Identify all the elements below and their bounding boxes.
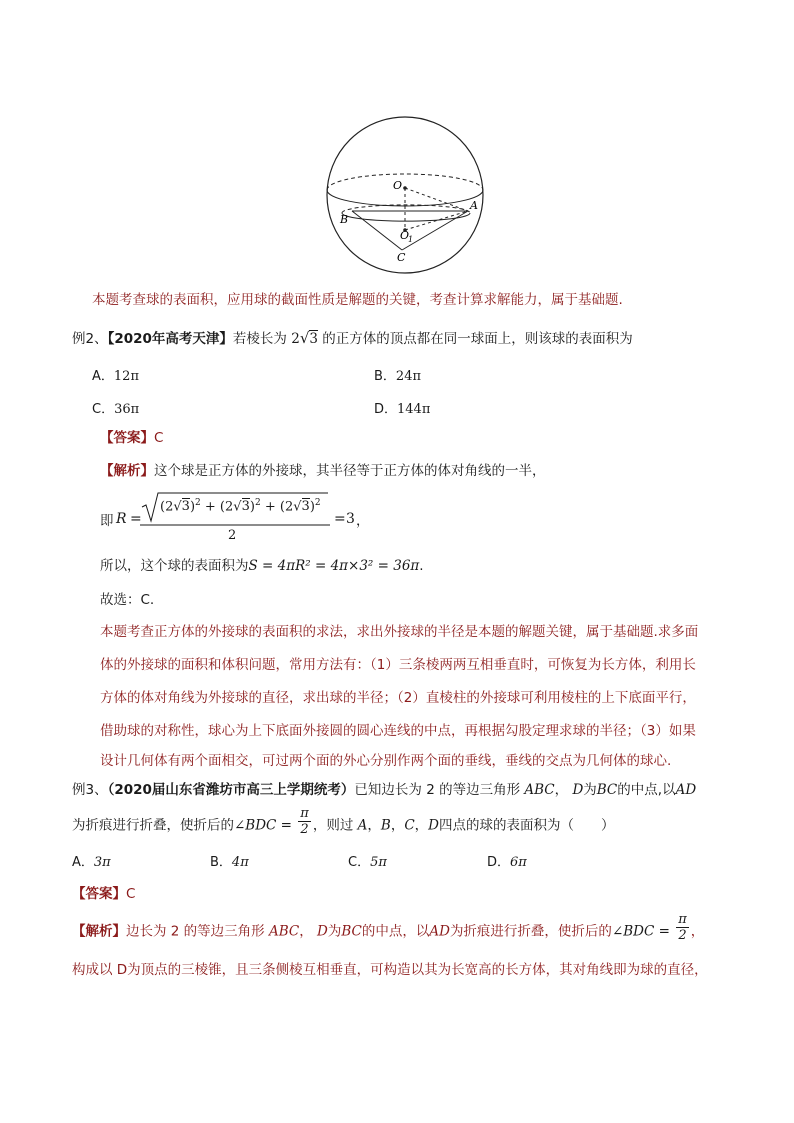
- ex2-note-line: 借助球的对称性，球心为上下底面外接圆的圆心连线的中点，再根据勾股定理求球的半径；（3）如果: [100, 723, 696, 739]
- ex2-option-d: D．144π: [374, 402, 431, 417]
- ex3-option-c: C．5π: [348, 855, 387, 870]
- ex2-surface-area: 所以，这个球的表面积为S = 4πR² = 4π×3² = 36π.: [100, 558, 424, 574]
- point-o: [403, 186, 407, 190]
- ex2-choose: 故选：C.: [100, 592, 155, 608]
- ex2-stem-a: 若棱长为: [232, 331, 287, 347]
- label-b: B: [340, 213, 349, 226]
- segment-c-a: [402, 211, 468, 250]
- label-o: O: [393, 179, 403, 192]
- ex2-stem-b: 的正方体的顶点都在同一球面上，则该球的表面积为: [322, 331, 633, 347]
- ex3-stem-line2: 为折痕进行折叠，使折后的∠BDC = $\frac{\pi}{2}$ ，则过 A，B，C，D四点的球的表面积为（ ）: [72, 806, 615, 837]
- ex2-source: 【2020年高考天津】: [107, 331, 233, 347]
- label-o1-sub: 1: [408, 235, 414, 244]
- ex2-prefix: 例2、: [72, 331, 108, 347]
- ex3-option-a: A．3π: [72, 855, 111, 870]
- document-page: O O 1 A B C 本题考查球的表面积，应用球的截面性质是解题的关键，考查计算求解能力，属于基础题. 例2、【2020年高考天津】若棱长为 2√3 的正方体的顶点都在同一球面上，则该球的表面积为 A．12π B．24π C．36π D．144π 【答案】C 【解析】这个球是正方体的外接球，其半径等于正方体的体对角线的一半， 即 R = $(2√3)^2 + (2√3)^2 + (2√3)^2$ 2 = 3 ， 所以，这个球的表面积为S = 4πR² = 4π×3² = 36π. 故选：C. 本题考查正方体的外接球的表面积的求法，求出外接球的半径是本题的解题关键，属于基础题.求多面 体的外接球的面积和体积问题，常用方法有：（1）三条棱两两互相垂直时，可恢复为长方体，利用长 方体的体对角线为外接球的直径，求出球的半径；（2）直棱柱的外接球可利用棱柱的上下底面平行， 借助球的对称性，球心为上下底面外接圆的圆心连线的中点，再根据勾股定理求球的半径；（3）如果 设计几何体有两个面相交，可过两个面的外心分别作两个面的垂线，垂线的交点为几何体的球心. 例3、（2020届山东省潍坊市高三上学期统考）已知边长为 2 的等边三角形 ABC， D为BC的中点,以AD 为折痕进行折叠，使折后的∠BDC = $\frac{\pi}{2}$ ，则过 A，B，C，D四点的球的表面积为（ ） A．3π B．4π C．5π D．6π 【答案】C 【解析】边长为 2 的等边三角形 ABC， D为BC的中点，以AD为折痕进行折叠，使折后的∠BDC = $\frac{\pi}{2}$ ， 构成以 D为顶点的三棱锥，且三条侧棱互相垂直，可构造以其为长宽高的长方体，其对角线即为球的直径，: [0, 0, 794, 1123]
- ex3-answer: 【答案】C: [72, 886, 136, 902]
- ex1-note: 本题考查球的表面积，应用球的截面性质是解题的关键，考查计算求解能力，属于基础题.: [92, 292, 623, 308]
- ex3-analysis-line2: 构成以 D为顶点的三棱锥，且三条侧棱互相垂直，可构造以其为长宽高的长方体，其对角线即为球的直径，: [72, 962, 708, 978]
- section-front: [342, 213, 470, 221]
- ex2-note-line: 方体的体对角线为外接球的直径，求出球的半径；（2）直棱柱的外接球可利用棱柱的上下底面平行，: [100, 690, 696, 706]
- pi-over-2: $\frac{\pi}{2}$: [300, 806, 309, 837]
- ex2-edge-length: 2√3: [291, 329, 318, 347]
- ex2-note-line: 设计几何体有两个面相交，可过两个面的外心分别作两个面的垂线，垂线的交点为几何体的球心.: [100, 753, 672, 769]
- ex3-option-d: D．6π: [487, 855, 527, 870]
- segment-o-a: [405, 188, 468, 211]
- ex2-analysis: 【解析】这个球是正方体的外接球，其半径等于正方体的体对角线的一半，: [100, 463, 546, 479]
- segment-o1-a: [405, 211, 468, 230]
- equator-front: [327, 190, 483, 206]
- ex3-analysis-line1: 【解析】边长为 2 的等边三角形 ABC， D为BC的中点，以AD为折痕进行折叠，使折后的∠BDC = $\frac{\pi}{2}$ ，: [72, 912, 705, 943]
- pi-over-2: $\frac{\pi}{2}$: [678, 912, 687, 943]
- ex3-stem-line1: 例3、（2020届山东省潍坊市高三上学期统考）已知边长为 2 的等边三角形 ABC， D为BC的中点,以AD: [72, 782, 697, 798]
- ex2-stem: [72, 328, 633, 349]
- ex2-option-c: C．36π: [92, 402, 140, 417]
- segment-b-c: [352, 211, 402, 250]
- ex2-option-a: A．12π: [92, 369, 139, 384]
- label-c: C: [397, 251, 406, 264]
- ex2-answer: 【答案】C: [100, 430, 164, 446]
- ex3-option-b: B．4π: [210, 855, 249, 870]
- sphere-figure: [320, 110, 490, 280]
- label-o1: O: [400, 229, 410, 242]
- ex2-note-line: 体的外接球的面积和体积问题，常用方法有：（1）三条棱两两互相垂直时，可恢复为长方体，利用长: [100, 657, 696, 673]
- label-a: A: [470, 199, 478, 212]
- ex2-note-line: 本题考查正方体的外接球的表面积的求法，求出外接球的半径是本题的解题关键，属于基础题.求多面: [100, 624, 699, 640]
- ex2-option-b: B．24π: [374, 369, 422, 384]
- sqrt-content: $(2√3)^2 + (2√3)^2 + (2√3)^2$: [160, 498, 321, 515]
